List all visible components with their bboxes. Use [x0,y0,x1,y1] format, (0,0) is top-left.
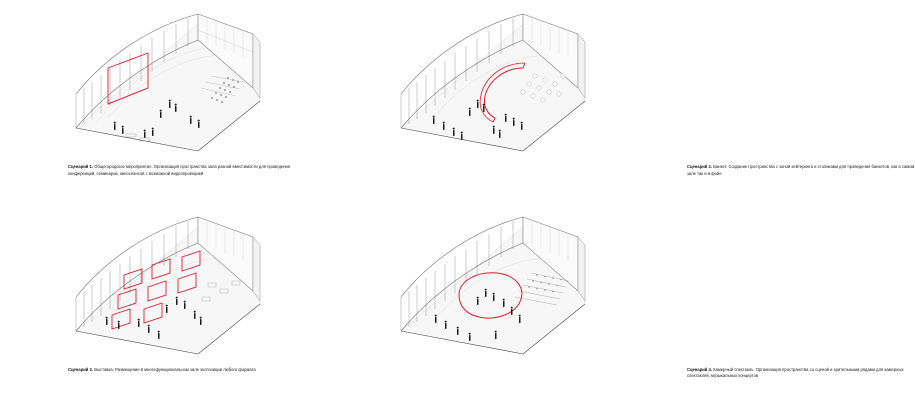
panel-scenario-4 [325,203,904,405]
axonometric-hall-4 [373,209,603,359]
panel-scenario-2 [325,0,915,203]
diagram-scenario-4 [325,209,650,359]
axonometric-hall-2 [373,6,603,156]
diagram-scenario-3 [0,209,325,359]
caption-text-1: Общегородское мероприятие. Организация пространства зала разной вместимости для проведения конференций, семинаров, киносеансов с возможной видеопроекцией [68,164,291,176]
caption-text-3: Выставка. Размещение в многофункциональном зале экспозиции любого формата [93,366,256,372]
caption-scenario-1 [68,164,296,177]
panel-scenario-1 [0,0,325,203]
axonometric-hall-3 [48,209,278,359]
caption-scenario-4 [687,367,915,380]
panel-scenario-3 [0,203,325,405]
diagram-scenario-1 [0,6,325,156]
caption-text-4: Камерный спектакль. Организация пространства со сценой и зрительными рядами для камерных спектаклей, музыкальных концертов [687,366,904,379]
axonometric-hall-1 [48,6,278,156]
caption-label-2: Сценарий 2. [687,164,713,169]
caption-label-3: Сценарий 3. [68,366,94,372]
diagram-scenario-2 [325,6,650,156]
caption-label-4: Сценарий 4. [687,366,713,372]
caption-label-1: Сценарий 1. [68,164,94,169]
caption-scenario-2 [687,164,915,177]
caption-scenario-3 [68,367,296,374]
caption-text-2: Банкет. Создание пространства с зоной кейтеринга и столиками для проведения банкетов, как в самом зале так и в фойе [687,164,915,176]
